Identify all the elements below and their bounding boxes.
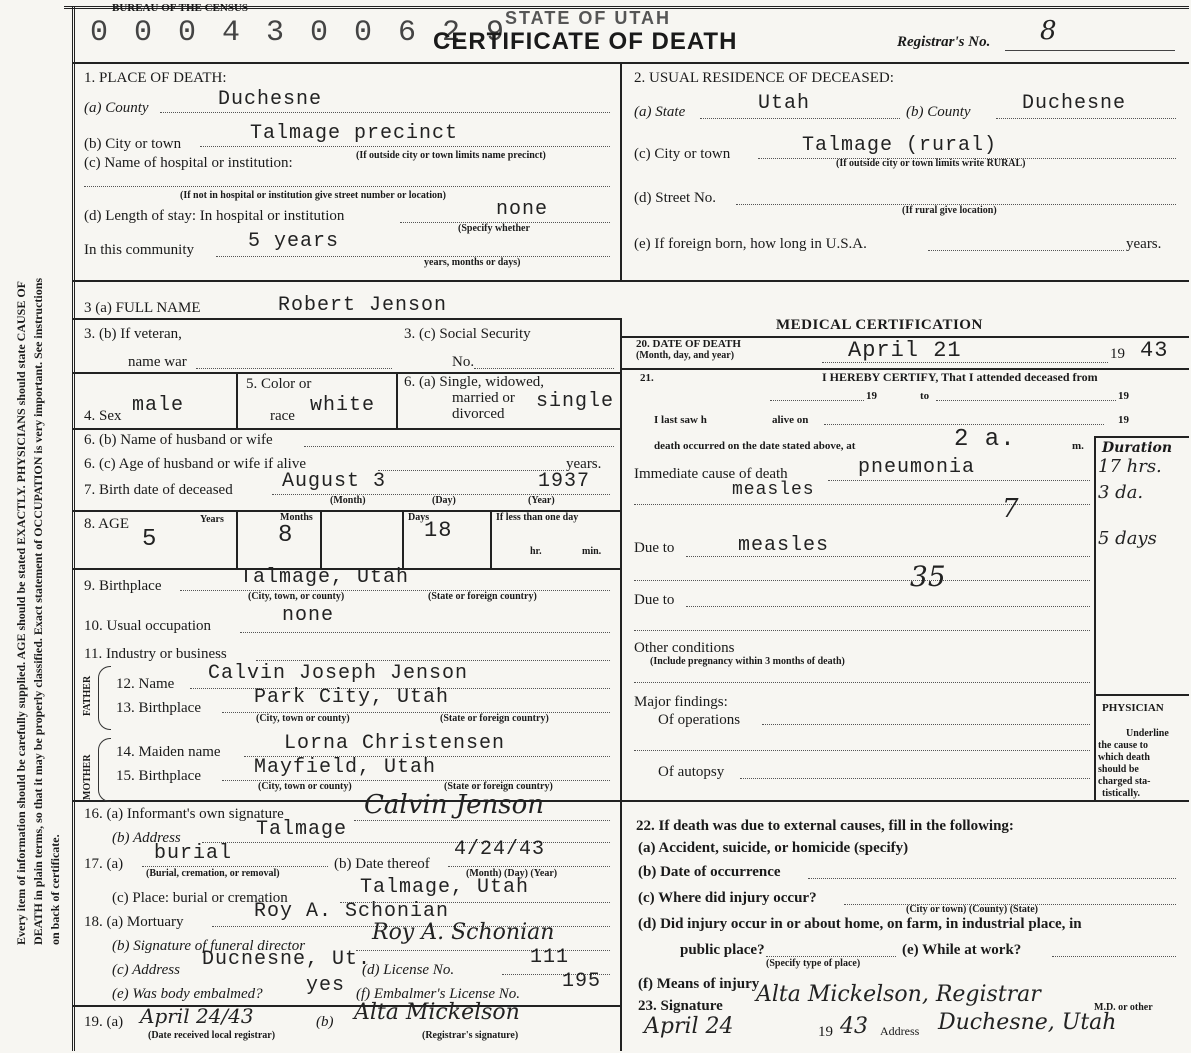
certify-num: 21. [640, 372, 654, 384]
hr-label: hr. [530, 546, 542, 557]
birthplace-state-hint: (State or foreign country) [428, 591, 537, 602]
cause-code-2: 35 [910, 560, 946, 593]
res-state-value: Utah [758, 92, 811, 115]
age-lessday-label: If less than one day [496, 512, 579, 523]
burial-method: burial [154, 842, 233, 865]
certifier-address: Duchesne, Utah [938, 1010, 1117, 1035]
death-time: 2 a. [954, 426, 1016, 453]
age-days-value: 18 [424, 518, 453, 543]
res-city-value: Talmage (rural) [802, 134, 998, 157]
address-label: Address [880, 1024, 920, 1038]
stay-value: none [496, 198, 549, 221]
director-label: (b) Signature of funeral director [112, 938, 306, 954]
res-street-hint: (If rural give location) [902, 205, 997, 216]
physician-label: PHYSICIAN [1102, 702, 1164, 714]
spouse-name-label: 6. (b) Name of husband or wife [84, 432, 273, 448]
state-title: STATE OF UTAH [505, 8, 671, 28]
immediate-cause: pneumonia [858, 456, 976, 479]
external-d: (d) Did injury occur in or about home, on farm, in industrial place, in [638, 916, 1082, 932]
res-county-label: (b) County [906, 104, 971, 120]
mother-city-hint: (City, town or county) [258, 781, 352, 792]
registrar-sig-label: (b) [316, 1014, 334, 1030]
embalmer-label: (f) Embalmer's License No. [356, 986, 521, 1002]
age-years-label: Years [200, 514, 224, 525]
res-foreign-label: (e) If foreign born, how long in U.S.A. [634, 236, 867, 252]
immediate-cause-2: measles [732, 480, 815, 500]
fullname-label: 3 (a) FULL NAME [84, 300, 201, 316]
father-birthplace-value: Park City, Utah [254, 686, 450, 709]
informant-address: Talmage [256, 818, 348, 841]
informant-address-label: (b) Address [112, 830, 181, 846]
birthplace-label: 9. Birthplace [84, 578, 162, 594]
father-bracket [98, 666, 111, 730]
community-value: 5 years [248, 230, 340, 253]
due-to-value-1: measles [738, 534, 830, 557]
color-label: 5. Color or [246, 376, 312, 392]
received-hint: (Date received local registrar) [148, 1030, 276, 1041]
res-county-value: Duchesne [1022, 92, 1127, 115]
hospital-note: (If not in hospital or institution give street number or location) [180, 190, 446, 201]
signed-year-prefix: 19 [818, 1024, 833, 1040]
age-years-value: 5 [142, 526, 158, 553]
marital-label-2: married or [452, 390, 515, 406]
certify-19-a: 19 [866, 390, 877, 402]
marital-label-1: 6. (a) Single, widowed, [404, 374, 544, 390]
hospital-label: (c) Name of hospital or institution: [84, 155, 293, 171]
certify-19-b: 19 [1118, 390, 1129, 402]
mortuary-label: 18. (a) Mortuary [84, 914, 184, 930]
birthplace-city-hint: (City, town, or county) [248, 591, 345, 602]
father-city-hint: (City, town or county) [256, 713, 350, 724]
due-to-label-2: Due to [634, 592, 675, 608]
signed-date: April 24 [644, 1014, 734, 1039]
father-birthplace-label: 13. Birthplace [116, 700, 201, 716]
res-city-label: (c) City or town [634, 146, 731, 162]
bureau-label: BUREAU OF THE CENSUS [112, 2, 249, 14]
mother-maiden-label: 14. Maiden name [116, 744, 221, 760]
marital-value: single [536, 390, 615, 413]
father-name-value: Calvin Joseph Jenson [208, 662, 469, 685]
cause-code-1: 7 [1002, 494, 1019, 524]
date-of-death-year-prefix: 19 [1110, 346, 1125, 362]
physician-note-1: Underline [1126, 728, 1169, 739]
burial-method-hint: (Burial, cremation, or removal) [146, 868, 280, 879]
md-label: M.D. or other [1094, 1002, 1153, 1013]
county-label: (a) County [84, 100, 149, 116]
certify-to: to [920, 390, 930, 402]
physician-note-5: charged sta- [1098, 776, 1151, 787]
side-note-line2: DEATH in plain terms, so that it may be properly classified. Exact statement of OCCUPATION is very important. See instructions [31, 277, 45, 945]
father-name-label: 12. Name [116, 676, 175, 692]
last-saw: I last saw h [654, 414, 707, 426]
side-note-line1: Every item of information should be carefully supplied. AGE should be stated EXACTLY. PHYSICIANS should state CAUSE OF [14, 281, 28, 945]
duration-label: Duration [1102, 440, 1173, 456]
ss-label: 3. (c) Social Security [404, 326, 531, 342]
community-hint: years, months or days) [424, 257, 521, 268]
place-of-death-heading: 1. PLACE OF DEATH: [84, 70, 227, 86]
external-heading: 22. If death was due to external causes, fill in the following: [636, 818, 1014, 834]
occupation-value: none [282, 604, 335, 627]
registrar-hint: (Registrar's signature) [422, 1030, 519, 1041]
birth-year: 1937 [538, 470, 591, 493]
license-label: (d) License No. [362, 962, 455, 978]
external-specify: (Specify type of place) [766, 958, 861, 969]
hospital-hint: (If outside city or town limits name precinct) [356, 150, 546, 161]
side-note-line3: on back of certificate. [48, 834, 62, 945]
war-label: name war [128, 354, 187, 370]
funeral-address-label: (c) Address [112, 962, 180, 978]
physician-note-6: tistically. [1102, 788, 1141, 799]
other-conditions-label: Other conditions [634, 640, 735, 656]
registrar-no-label: Registrar's No. [897, 34, 991, 50]
serial-number: 0 0 0 4 3 0 0 6 2 9 [90, 16, 509, 50]
mother-birthplace-label: 15. Birthplace [116, 768, 201, 784]
received-date: April 24/43 [140, 1004, 254, 1028]
registrar-signature: Alta Mickelson [354, 1000, 520, 1025]
fullname-value: Robert Jenson [278, 294, 448, 317]
external-public: public place? [680, 942, 765, 958]
burial-place: Talmage, Utah [360, 876, 530, 899]
certifier-signature: Alta Mickelson, Registrar [756, 982, 1041, 1007]
major-findings-label: Major findings: [634, 694, 728, 710]
father-vertical-label: FATHER [82, 675, 93, 716]
community-label: In this community [84, 242, 194, 258]
funeral-address: Ducnesne, Ut. [202, 948, 372, 971]
embalmer-value: 195 [562, 970, 602, 993]
certify-19-c: 19 [1118, 414, 1129, 426]
external-c: (c) Where did injury occur? [638, 890, 817, 906]
age-months-value: 8 [278, 522, 294, 549]
mother-birthplace-value: Mayfield, Utah [254, 756, 437, 779]
immediate-cause-label: Immediate cause of death [634, 466, 788, 482]
res-foreign-unit: years. [1126, 236, 1162, 252]
birth-day-hint: (Day) [432, 495, 456, 506]
death-m: m. [1072, 440, 1084, 452]
veteran-label: 3. (b) If veteran, [84, 326, 182, 342]
medical-heading: MEDICAL CERTIFICATION [776, 317, 983, 333]
birth-year-hint: (Year) [528, 495, 555, 506]
city-value: Talmage precinct [250, 122, 459, 145]
certify-text: I HEREBY CERTIFY, That I attended deceased from [822, 370, 1098, 384]
mother-maiden-value: Lorna Christensen [284, 732, 506, 755]
license-value: 111 [530, 946, 570, 969]
burial-date-hint: (Month) (Day) (Year) [466, 868, 558, 879]
date-of-death-year: 43 [1140, 338, 1169, 363]
residence-heading: 2. USUAL RESIDENCE OF DECEASED: [634, 70, 894, 86]
res-street-label: (d) Street No. [634, 190, 717, 206]
race-label: race [270, 408, 295, 424]
duration-3: 5 days [1098, 528, 1157, 549]
mother-vertical-label: MOTHER [82, 754, 93, 800]
certificate-title: CERTIFICATE OF DEATH [433, 28, 738, 55]
birth-label: 7. Birth date of deceased [84, 482, 233, 498]
embalmed-label: (e) Was body embalmed? [112, 986, 263, 1002]
ss-no-label: No. [452, 354, 475, 370]
sex-value: male [132, 394, 185, 417]
birthplace-value: Talmage, Utah [240, 566, 410, 589]
spouse-age-unit: years. [566, 456, 602, 472]
alive-on: alive on [772, 414, 809, 426]
date-of-death-label: 20. DATE OF DEATH [636, 338, 741, 350]
industry-label: 11. Industry or business [84, 646, 227, 662]
age-label: 8. AGE [84, 516, 129, 532]
date-of-death-value: April 21 [848, 338, 962, 363]
spouse-age-label: 6. (c) Age of husband or wife if alive [84, 456, 307, 472]
age-months-label: Months [280, 512, 313, 523]
marital-label-3: divorced [452, 406, 505, 422]
signature-label: 23. Signature [638, 998, 723, 1014]
signed-year: 43 [840, 1014, 868, 1039]
external-c-hint: (City or town) (County) (State) [906, 904, 1039, 915]
physician-note-3: which death [1098, 752, 1150, 763]
res-state-label: (a) State [634, 104, 686, 120]
occupation-label: 10. Usual occupation [84, 618, 212, 634]
birth-month-hint: (Month) [330, 495, 366, 506]
burial-date: 4/24/43 [454, 838, 546, 861]
mortuary-value: Roy A. Schonian [254, 900, 450, 923]
mother-state-hint: (State or foreign country) [444, 781, 553, 792]
received-label: 19. (a) [84, 1014, 124, 1030]
director-signature: Roy A. Schonian [372, 920, 555, 945]
father-state-hint: (State or foreign country) [440, 713, 549, 724]
res-city-hint: (If outside city or town limits write RURAL) [836, 158, 1026, 169]
death-occurred: death occurred on the date stated above, at [654, 440, 856, 452]
physician-note-4: should be [1098, 764, 1139, 775]
specify-hint: (Specify whether [458, 223, 530, 234]
informant-signature-label: 16. (a) Informant's own signature [84, 806, 284, 822]
operations-label: Of operations [658, 712, 741, 728]
embalmed-value: yes [306, 974, 346, 997]
registrar-no-value: 8 [1040, 16, 1057, 46]
external-a: (a) Accident, suicide, or homicide (specify) [638, 840, 909, 856]
age-days-label: Days [408, 512, 430, 523]
race-value: white [310, 394, 376, 417]
due-to-label-1: Due to [634, 540, 675, 556]
autopsy-label: Of autopsy [658, 764, 725, 780]
county-value: Duchesne [218, 88, 323, 111]
external-b: (b) Date of occurrence [638, 864, 781, 880]
birth-month-day: August 3 [282, 470, 387, 493]
external-e: (e) While at work? [902, 942, 1022, 958]
informant-signature: Calvin Jenson [364, 790, 545, 820]
min-label: min. [582, 546, 602, 557]
external-f: (f) Means of injury [638, 976, 760, 992]
sex-label: 4. Sex [84, 408, 122, 424]
other-conditions-hint: (Include pregnancy within 3 months of death) [650, 656, 845, 667]
physician-note-2: the cause to [1098, 740, 1148, 751]
stay-label: (d) Length of stay: In hospital or institution [84, 208, 345, 224]
duration-1: 17 hrs. [1098, 456, 1162, 477]
burial-label: 17. (a) [84, 856, 124, 872]
city-label: (b) City or town [84, 136, 182, 152]
duration-2: 3 da. [1098, 482, 1144, 503]
burial-date-label: (b) Date thereof [334, 856, 430, 872]
date-of-death-hint: (Month, day, and year) [636, 350, 735, 361]
burial-place-label: (c) Place: burial or cremation [112, 890, 288, 906]
mother-bracket [98, 738, 111, 802]
